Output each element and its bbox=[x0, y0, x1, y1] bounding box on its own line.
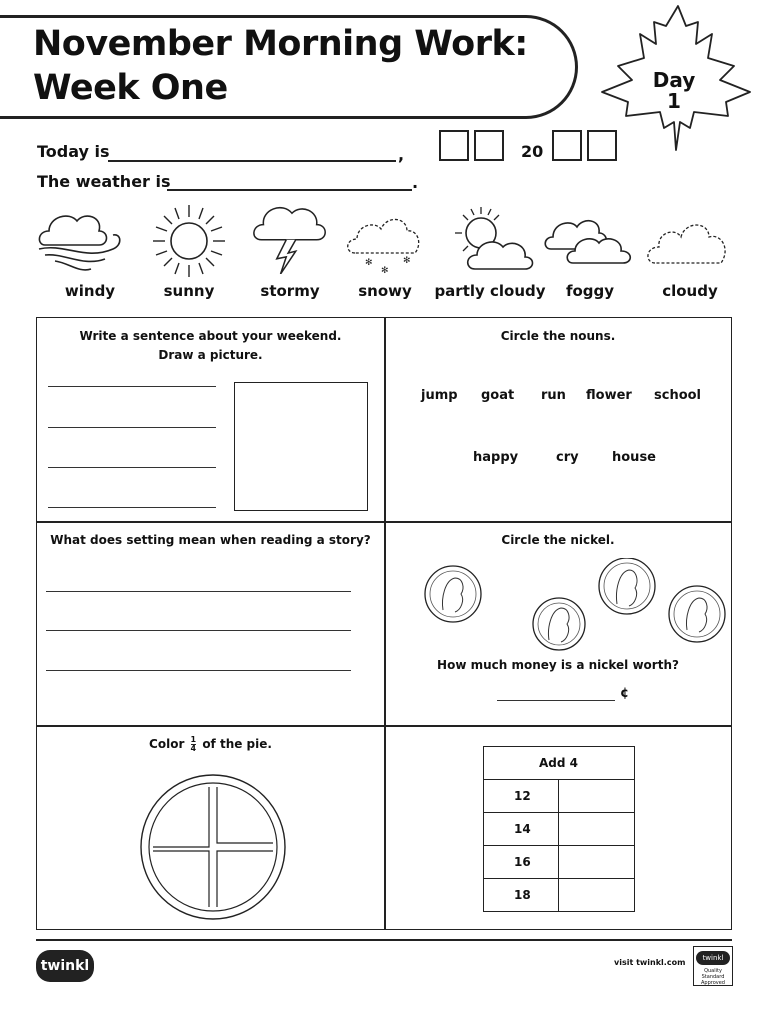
nickel-value-question: How much money is a nickel worth? bbox=[437, 658, 679, 672]
pie-drawing bbox=[139, 773, 287, 921]
date-write-line[interactable] bbox=[108, 160, 396, 162]
worksheet-grid bbox=[36, 317, 732, 930]
nickel-answer-line[interactable] bbox=[497, 700, 615, 701]
weekend-write-line-3[interactable] bbox=[48, 467, 216, 468]
weather-option-partly-cloudy[interactable]: partly cloudy bbox=[434, 282, 546, 300]
today-label: Today is bbox=[37, 142, 110, 161]
century-label: 20 bbox=[521, 142, 544, 161]
noun-word[interactable]: house bbox=[612, 450, 656, 465]
visit-link[interactable]: visit twinkl.com bbox=[614, 958, 686, 967]
weekend-write-line-1[interactable] bbox=[48, 386, 216, 387]
weekend-write-line-4[interactable] bbox=[48, 507, 216, 508]
table-row: 12 bbox=[484, 780, 635, 813]
weather-option-sunny[interactable]: sunny bbox=[163, 282, 215, 300]
noun-word[interactable]: goat bbox=[481, 388, 515, 403]
weather-option-snowy[interactable]: snowy bbox=[358, 282, 412, 300]
add-table-header: Add 4 bbox=[484, 747, 635, 780]
table-row: 18 bbox=[484, 879, 635, 912]
coins-group bbox=[421, 558, 741, 658]
pie-prompt: Color $\frac{1}{4}$ of the pie. bbox=[149, 735, 272, 753]
nouns-prompt: Circle the nouns. bbox=[500, 329, 616, 343]
svg-text:✻: ✻ bbox=[365, 258, 373, 268]
year-digit-box-2[interactable] bbox=[587, 130, 617, 161]
dime-coin-icon[interactable] bbox=[669, 586, 725, 642]
windy-icon[interactable] bbox=[35, 203, 125, 279]
setting-write-line-2[interactable] bbox=[46, 630, 351, 631]
snowy-icon[interactable] bbox=[343, 203, 433, 279]
nickel-coin-icon[interactable] bbox=[533, 598, 585, 650]
weather-option-foggy[interactable]: foggy bbox=[565, 282, 615, 300]
stormy-icon[interactable] bbox=[246, 198, 336, 274]
grid-divider-2 bbox=[37, 725, 731, 727]
cloudy-icon[interactable] bbox=[645, 203, 735, 279]
badge-logo: twinkl bbox=[696, 951, 730, 965]
weather-label: The weather is bbox=[37, 172, 171, 191]
page-title: November Morning Work: Week One bbox=[33, 24, 528, 108]
fraction: $\frac{1}{4}$ bbox=[190, 735, 197, 753]
badge-text: Quality Standard Approved bbox=[701, 968, 725, 986]
setting-prompt: What does setting mean when reading a story? bbox=[50, 533, 371, 547]
table-row: 14 bbox=[484, 813, 635, 846]
setting-write-line-3[interactable] bbox=[46, 670, 351, 671]
quarter-coin-icon[interactable] bbox=[425, 566, 481, 622]
table-row: 16 bbox=[484, 846, 635, 879]
svg-text:✻: ✻ bbox=[403, 256, 411, 266]
weather-period: . bbox=[412, 173, 419, 192]
answer-cell[interactable] bbox=[559, 813, 635, 846]
sunny-icon[interactable] bbox=[144, 203, 234, 279]
penny-coin-icon[interactable] bbox=[599, 558, 655, 614]
date-comma: , bbox=[398, 145, 405, 164]
weather-option-cloudy[interactable]: cloudy bbox=[662, 282, 718, 300]
weather-write-line[interactable] bbox=[167, 189, 412, 191]
noun-word[interactable]: run bbox=[541, 388, 566, 403]
grid-divider-vertical bbox=[384, 318, 386, 929]
setting-write-line-1[interactable] bbox=[46, 591, 351, 592]
nickel-prompt: Circle the nickel. bbox=[501, 533, 615, 547]
add-four-table bbox=[483, 746, 635, 912]
answer-cell[interactable] bbox=[559, 879, 635, 912]
noun-word[interactable]: school bbox=[654, 388, 702, 403]
footer-divider bbox=[36, 939, 732, 941]
year-digit-box-1[interactable] bbox=[552, 130, 582, 161]
weather-option-stormy[interactable]: stormy bbox=[260, 282, 320, 300]
noun-word[interactable]: jump bbox=[421, 388, 458, 403]
noun-word[interactable]: happy bbox=[473, 450, 519, 465]
grid-divider-1 bbox=[37, 521, 731, 523]
day-digit-box-1[interactable] bbox=[439, 130, 469, 161]
day-badge: Day 1 bbox=[652, 68, 696, 113]
weekend-write-line-2[interactable] bbox=[48, 427, 216, 428]
drawing-box[interactable] bbox=[234, 382, 368, 511]
noun-word[interactable]: flower bbox=[586, 388, 632, 403]
weekend-prompt: Write a sentence about your weekend. Draw a picture. bbox=[79, 329, 342, 362]
svg-text:✻: ✻ bbox=[381, 266, 389, 276]
noun-word[interactable]: cry bbox=[556, 450, 579, 465]
foggy-icon[interactable] bbox=[543, 203, 633, 279]
quality-badge bbox=[693, 946, 733, 986]
answer-cell[interactable] bbox=[559, 780, 635, 813]
twinkl-logo: twinkl bbox=[36, 950, 94, 982]
answer-cell[interactable] bbox=[559, 846, 635, 879]
day-digit-box-2[interactable] bbox=[474, 130, 504, 161]
weather-option-windy[interactable]: windy bbox=[64, 282, 116, 300]
cent-symbol: ¢ bbox=[620, 686, 630, 701]
partly-cloudy-icon[interactable] bbox=[445, 203, 535, 279]
